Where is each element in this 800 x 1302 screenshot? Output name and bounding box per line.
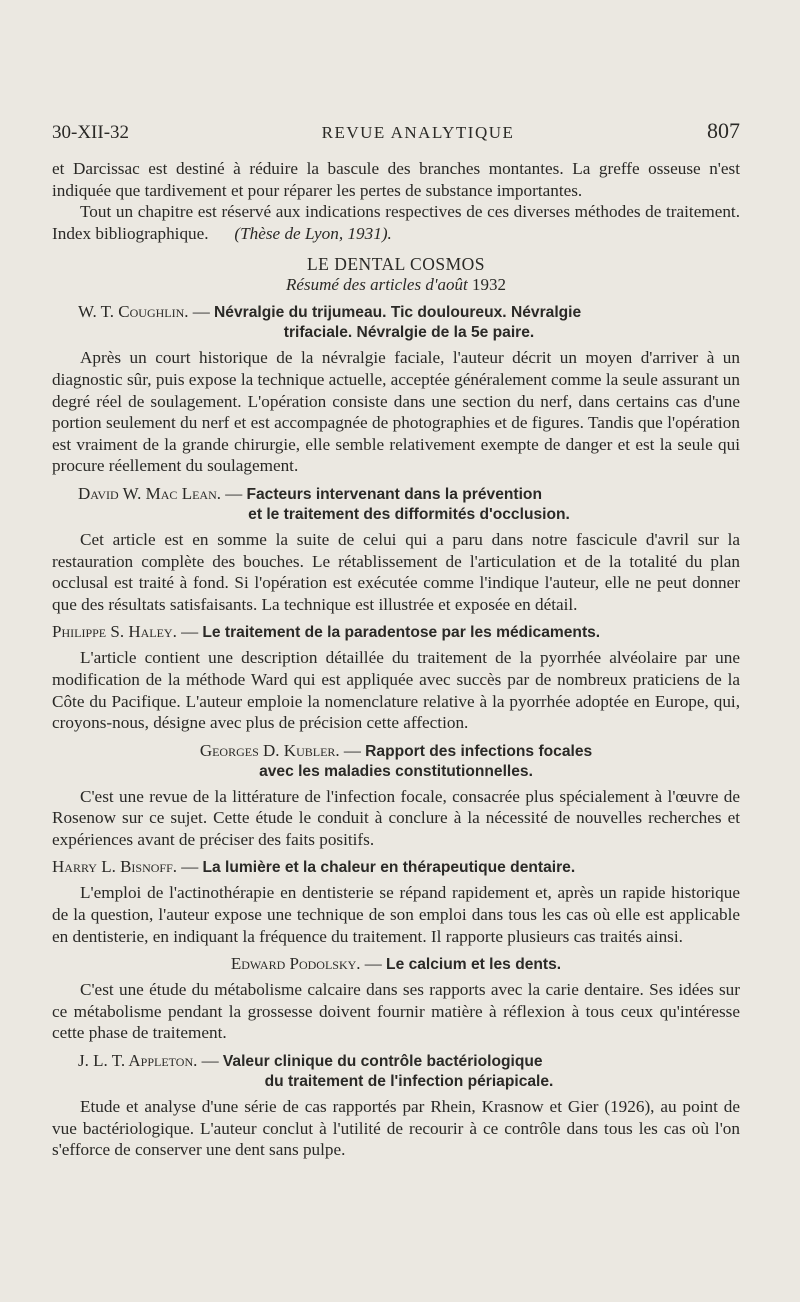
article-heading [52, 622, 740, 643]
article-author: W. T. Coughlin. [78, 302, 189, 322]
article-body: L'article contient une description détaillée du traitement de la pyorrhée alvéolaire par une modification de la méthode Ward qui est appliquée avec succès par de nombreux praticiens de la Côte du Pacifique. L'auteur emploie la nomenclature relative à la pyorrhée adoptée en Europe, qui, croyons-nous, désigne avec plus de précision cette affection. [52, 648, 740, 733]
intro-text: Tout un chapitre est réservé aux indications respectives de ces diverses méthodes de traitement. Index bibliographique. [52, 202, 740, 243]
article-title: Le traitement de la paradentose par les médicaments. [202, 624, 601, 642]
article-author: Edward Podolsky. [230, 954, 361, 974]
dash: — [176, 622, 203, 642]
journal-title: LE DENTAL COSMOS [306, 254, 486, 275]
article-title: Rapport des infections focales [365, 742, 593, 760]
article-author: Philippe S. Haley. [52, 622, 177, 642]
dash: — [197, 1051, 223, 1071]
article-body: C'est une revue de la littérature de l'infection focale, consacrée plus spécialement à l'œuvre de Rosenow sur ce sujet. Cette étude le conduit à conclure à la nécessité de nouvelles recherches et expériences avant de préciser des faits positifs. [52, 786, 740, 849]
article-title: Le calcium et les dents. [386, 956, 562, 974]
dash: — [220, 483, 247, 503]
running-header [52, 118, 740, 144]
article-author: Georges D. Kubler. [199, 740, 340, 760]
intro-paragraph-continued: et Darcissac est destiné à réduire la bascule des branches montantes. La greffe osseuse n'est indiquée que tardivement et pour réparer les pertes de substance importantes. [52, 159, 740, 200]
issue-date: 30-XII-32 [52, 122, 130, 143]
subtitle-text: Résumé des articles d'août [286, 275, 468, 295]
dash: — [188, 302, 215, 322]
article-body: Cet article est en somme la suite de celui qui a paru dans notre fascicule d'avril sur la restauration complète des bouches. Le rétablissement de l'articulation et de la totalité du plan occlusal est traité à fond. Si l'opération est exécutée comme l'indique l'auteur, elle ne peut donner que des résultats satisfaisants. La technique est illustrée et exposée en détail. [52, 529, 740, 614]
article-title-line2: avec les maladies constitutionnelles. [259, 762, 533, 780]
article-body: Après un court historique de la névralgie faciale, l'auteur décrit un moyen d'arriver à un diagnostic sûr, puis expose la technique actuelle, acceptée généralement comme la seule assurant un degré réel de soulagement. L'opération consiste dans une section du nerf, dans certains cas d'une portion seulement du nerf et est accompagnée de photographies et de figures. Tandis que l'opération est vraiment de la grande chirurgie, elle semble relativement exempte de danger et est la seule qui procure réellement du soulagement. [52, 348, 740, 476]
article-author: David W. Mac Lean. [78, 483, 221, 503]
article-body: Etude et analyse d'une série de cas rapportés par Rhein, Krasnow et Gier (1926), au point de vue bactériologique. L'auteur conclut à l'utilité de recourir à ce contrôle dans tous les cas où l'on s'efforce de conserver une dent sans pulpe. [52, 1097, 740, 1160]
article-heading [52, 954, 740, 975]
article-title: Facteurs intervenant dans la prévention [246, 485, 542, 503]
article-body: C'est une étude du métabolisme calcaire dans ses rapports avec la carie dentaire. Ses idées sur ce métabolisme pendant la grossesse doivent fournir matière à réflexion à tous ceux qu'intéresse cette phase de traitement. [52, 980, 740, 1043]
article-title-line2: trifaciale. Névralgie de la 5e paire. [283, 324, 535, 342]
dash: — [360, 954, 387, 974]
article-author: J. L. T. Appleton. [78, 1051, 198, 1071]
journal-subtitle [52, 275, 740, 295]
article-heading [52, 1051, 740, 1092]
article-title-line2: et le traitement des difformités d'occlusion. [248, 505, 570, 523]
article-heading [52, 302, 740, 343]
page-number: 807 [707, 118, 740, 143]
article-title: Névralgie du trijumeau. Tic douloureux. Névralgie [214, 304, 582, 322]
article-title: Valeur clinique du contrôle bactériologique [222, 1053, 543, 1071]
intro-paragraph [52, 201, 740, 244]
thesis-reference: (Thèse de Lyon, 1931). [234, 223, 392, 243]
dash: — [339, 740, 366, 760]
article-author: Harry L. Bisnoff. [52, 857, 178, 877]
article-title-line2: du traitement de l'infection périapicale. [264, 1073, 554, 1091]
running-title: REVUE ANALYTIQUE [321, 123, 515, 142]
dash: — [177, 857, 203, 877]
article-title: La lumière et la chaleur en thérapeutique dentaire. [202, 859, 576, 877]
article-heading [52, 484, 740, 525]
article-heading [52, 857, 740, 878]
article-body: L'emploi de l'actinothérapie en dentisterie se répand rapidement et, après un rapide historique de la question, l'auteur expose une technique de son emploi dans tous les cas où elle est applicable en dentisterie, en indiquant la fréquence du traitement. Il rapporte plusieurs cas traités ainsi. [52, 883, 740, 946]
article-heading [52, 741, 740, 782]
subtitle-year: 1932 [471, 275, 506, 295]
